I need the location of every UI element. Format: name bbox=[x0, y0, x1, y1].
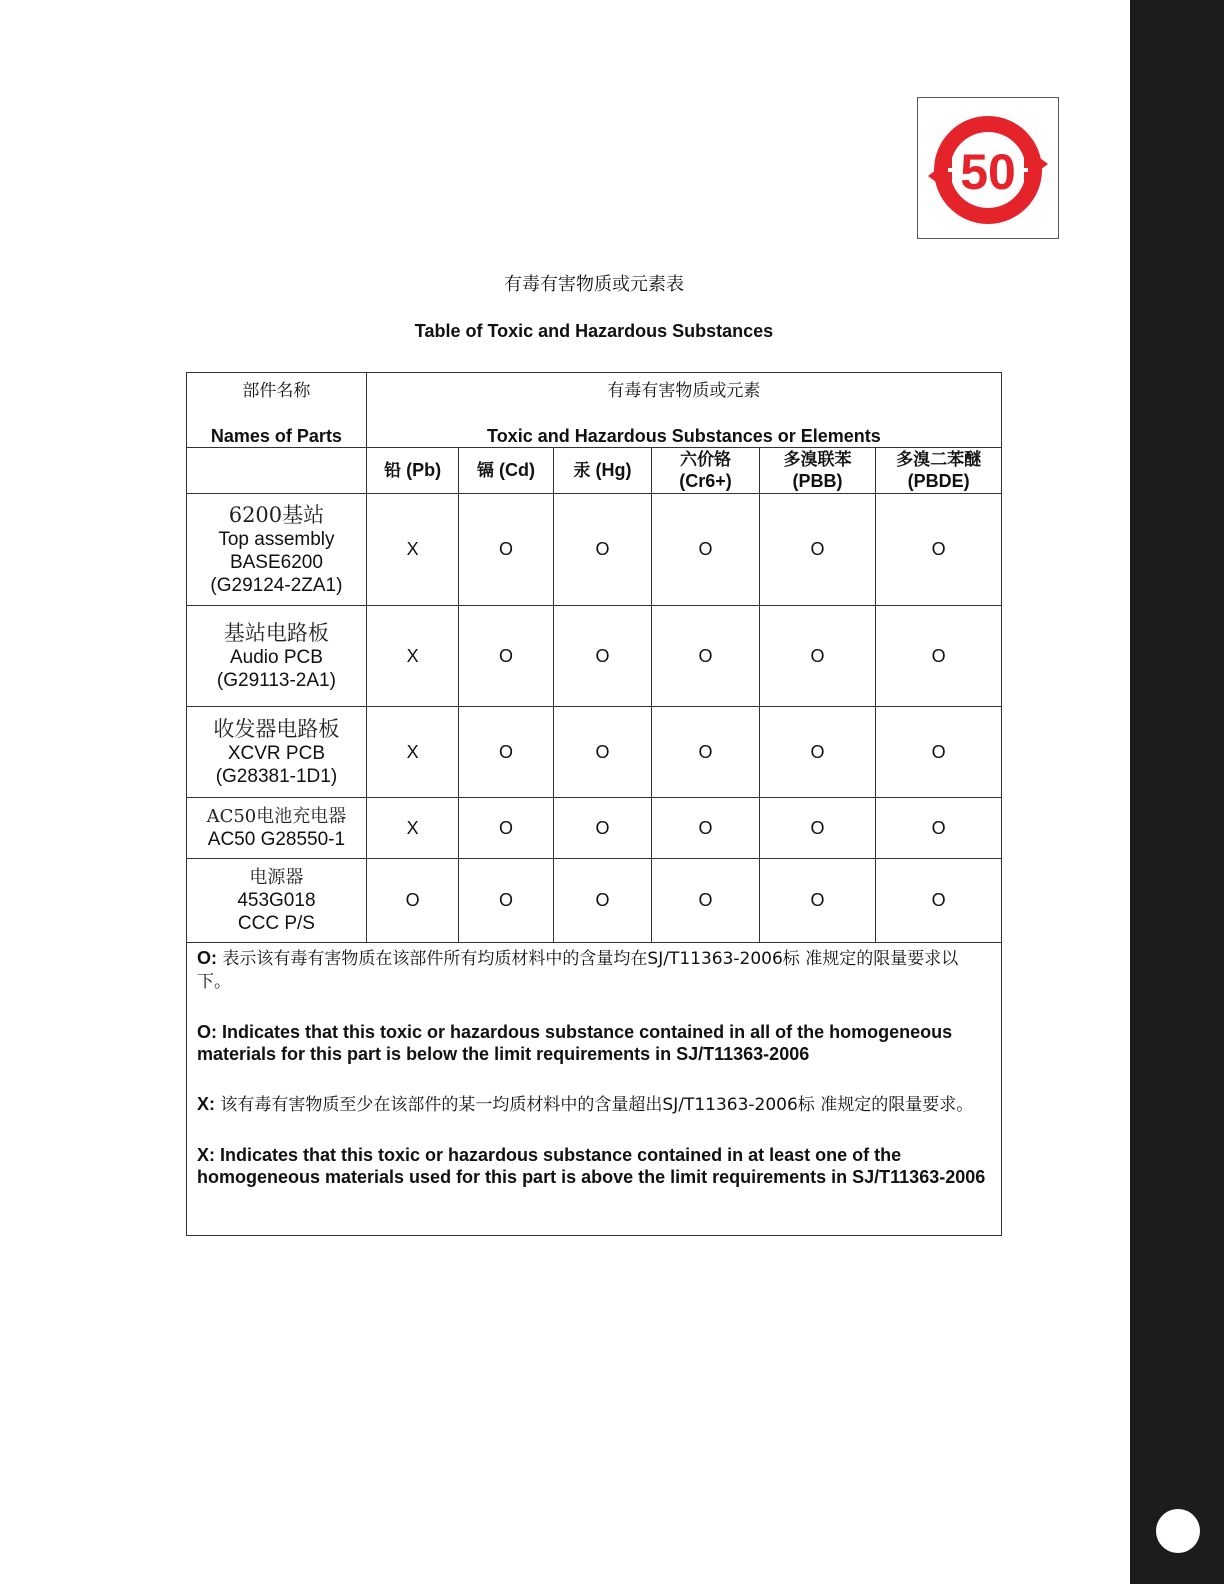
mark-cell: O bbox=[553, 859, 651, 943]
side-strip bbox=[1130, 0, 1224, 1584]
note-o-english: O: Indicates that this toxic or hazardous substance contained in all of the homogeneous materials for this part is below the limit requirements in SJ/T11363-2006 bbox=[197, 1022, 953, 1064]
blank-header-cell bbox=[187, 448, 367, 494]
mark-cell: X bbox=[366, 798, 458, 859]
mark-cell: O bbox=[876, 606, 1002, 707]
toxic-header-en: Toxic and Hazardous Substances or Elements bbox=[487, 426, 881, 446]
part-name-cell: 收发器电路板 XCVR PCB (G28381-1D1) bbox=[187, 707, 367, 798]
mark-cell: O bbox=[876, 859, 1002, 943]
legend-notes bbox=[187, 943, 1002, 1236]
mark-cell: O bbox=[366, 859, 458, 943]
toxic-substances-header bbox=[366, 373, 1001, 448]
substance-columns-row bbox=[187, 448, 1002, 494]
mark-cell: O bbox=[553, 798, 651, 859]
substance-header-hg: 汞 (Hg) bbox=[553, 448, 651, 494]
substance-header-pbb: 多溴联苯 (PBB) bbox=[759, 448, 876, 494]
table-row bbox=[187, 798, 1002, 859]
note-x-english: X: Indicates that this toxic or hazardous substance contained in at least one of the homogeneous materials used for this part is above the limit requirements in SJ/T11363-2006 bbox=[197, 1145, 986, 1187]
mark-cell: X bbox=[366, 707, 458, 798]
epup-50-icon bbox=[918, 98, 1057, 237]
title-english: Table of Toxic and Hazardous Substances bbox=[414, 321, 774, 341]
part-name-cell: 6200基站 Top assembly BASE6200 (G29124-2ZA1) bbox=[187, 494, 367, 606]
mark-cell: O bbox=[652, 606, 760, 707]
table-row bbox=[187, 859, 1002, 943]
mark-cell: X bbox=[366, 494, 458, 606]
mark-cell: O bbox=[759, 859, 876, 943]
table-row bbox=[187, 494, 1002, 606]
table-header-row bbox=[187, 373, 1002, 448]
mark-cell: O bbox=[553, 494, 651, 606]
part-name-cell: 电源器 453G018 CCC P/S bbox=[187, 859, 367, 943]
epup-50-logo bbox=[917, 97, 1059, 239]
names-header-en: Names of Parts bbox=[210, 426, 342, 446]
page-indicator-dot bbox=[1156, 1509, 1200, 1553]
logo-label: 50 bbox=[960, 144, 1016, 200]
table-row bbox=[187, 606, 1002, 707]
names-of-parts-header bbox=[187, 373, 367, 448]
note-x-chinese: X: 该有毒有害物质至少在该部件的某一均质材料中的含量超出SJ/T11363-2006标 准规定的限量要求。 bbox=[197, 1094, 974, 1115]
mark-cell: O bbox=[652, 798, 760, 859]
mark-cell: O bbox=[876, 494, 1002, 606]
mark-cell: O bbox=[652, 859, 760, 943]
part-name-cell: AC50电池充电器 AC50 G28550-1 bbox=[187, 798, 367, 859]
names-header-cn: 部件名称 bbox=[242, 381, 311, 401]
mark-cell: O bbox=[759, 606, 876, 707]
substance-header-pb: 铅 (Pb) bbox=[366, 448, 458, 494]
mark-cell: O bbox=[459, 798, 553, 859]
mark-cell: O bbox=[759, 494, 876, 606]
mark-cell: O bbox=[553, 707, 651, 798]
mark-cell: O bbox=[876, 707, 1002, 798]
mark-cell: O bbox=[876, 798, 1002, 859]
substance-header-cd: 镉 (Cd) bbox=[459, 448, 553, 494]
toxic-header-cn: 有毒有害物质或元素 bbox=[607, 381, 761, 401]
mark-cell: O bbox=[652, 707, 760, 798]
mark-cell: O bbox=[459, 606, 553, 707]
title-chinese: 有毒有害物质或元素表 bbox=[504, 274, 684, 295]
mark-cell: O bbox=[759, 707, 876, 798]
substance-header-cr6: 六价铬 (Cr6+) bbox=[652, 448, 760, 494]
mark-cell: O bbox=[652, 494, 760, 606]
substances-table bbox=[186, 372, 1002, 1236]
note-o-chinese: O: 表示该有毒有害物质在该部件所有均质材料中的含量均在SJ/T11363-2006标 准规定的限量要求以下。 bbox=[197, 948, 959, 992]
part-name-cell: 基站电路板 Audio PCB (G29113-2A1) bbox=[187, 606, 367, 707]
mark-cell: O bbox=[459, 707, 553, 798]
mark-cell: O bbox=[459, 494, 553, 606]
mark-cell: X bbox=[366, 606, 458, 707]
mark-cell: O bbox=[553, 606, 651, 707]
mark-cell: O bbox=[459, 859, 553, 943]
notes-row bbox=[187, 943, 1002, 1236]
mark-cell: O bbox=[759, 798, 876, 859]
table-row bbox=[187, 707, 1002, 798]
substance-header-pbde: 多溴二苯醚 (PBDE) bbox=[876, 448, 1002, 494]
